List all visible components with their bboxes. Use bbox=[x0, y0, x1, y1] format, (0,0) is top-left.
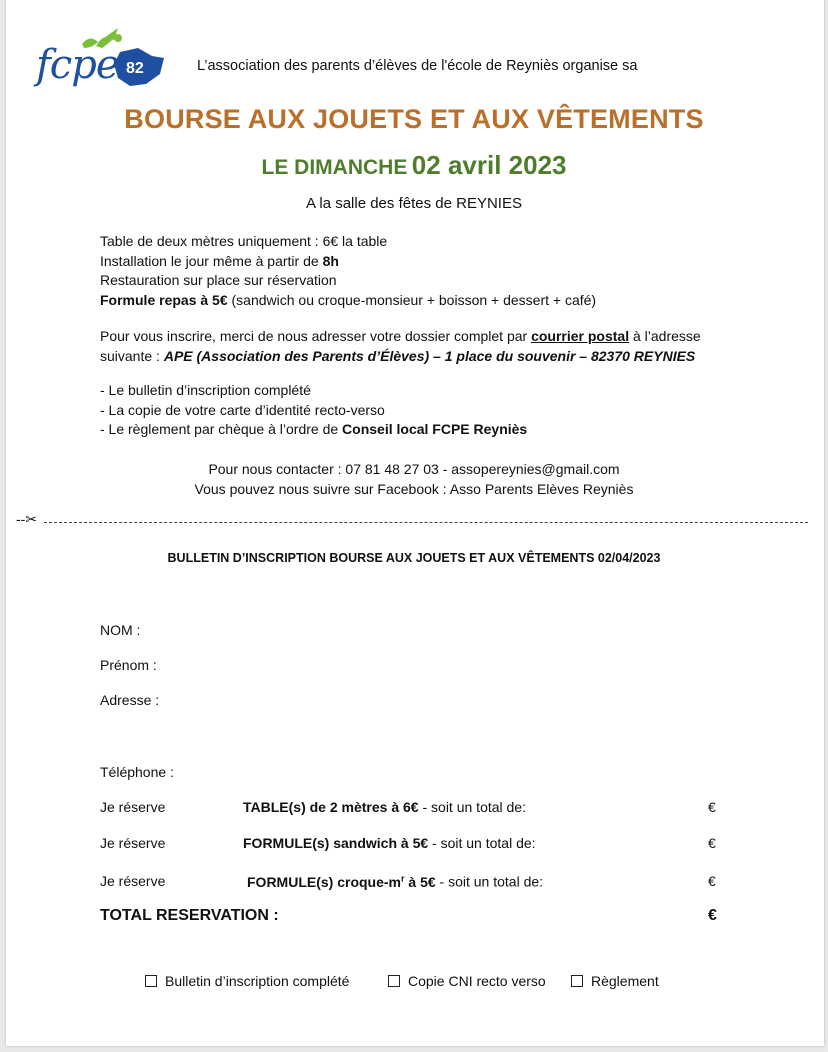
intro-text: L’association des parents d’élèves de l'école de Reyniès organise sa bbox=[197, 58, 638, 74]
document-item bbox=[100, 420, 527, 440]
reservation-sandwich-bold: FORMULE(s) sandwich à 5€ bbox=[243, 835, 429, 851]
reservation-croque-sup: r bbox=[401, 873, 405, 883]
reservation-table bbox=[243, 799, 526, 815]
contact-line-phone-email: Pour nous contacter : 07 81 48 27 03 - assopereynies@gmail.com bbox=[208, 461, 620, 477]
reservation-sandwich-rest: - soit un total de: bbox=[428, 835, 536, 851]
details-installation-time: 8h bbox=[322, 252, 339, 269]
details-installation-text: Installation le jour même à partir de bbox=[100, 252, 323, 269]
details-line-installation bbox=[100, 252, 596, 272]
reservation-croque-rest: - soit un total de: bbox=[435, 873, 544, 890]
event-title: BOURSE AUX JOUETS ET AUX VÊTEMENTS bbox=[124, 104, 704, 134]
document-item: - La copie de votre carte d’identité recto-verso bbox=[100, 401, 385, 418]
cut-line bbox=[44, 522, 808, 523]
field-telephone: Téléphone : bbox=[100, 764, 174, 780]
checkbox-cni[interactable] bbox=[388, 973, 546, 989]
total-reservation-euro: € bbox=[708, 907, 717, 924]
document-item-text: - Le règlement par chèque à l’ordre de bbox=[100, 421, 343, 437]
reservation-table-euro: € bbox=[708, 799, 716, 815]
checkbox-label: Bulletin d’inscription complété bbox=[165, 973, 350, 989]
reservation-table-bold: TABLE(s) de 2 mètres à 6€ bbox=[243, 799, 419, 815]
checkbox-reglement[interactable] bbox=[571, 973, 659, 989]
event-venue: A la salle des fêtes de REYNIES bbox=[306, 195, 522, 212]
details-line-restauration: Restauration sur place sur réservation bbox=[100, 272, 337, 288]
logo-badge: 82 bbox=[126, 60, 144, 77]
event-date bbox=[0, 150, 828, 181]
bulletin-title: BULLETIN D’INSCRIPTION BOURSE AUX JOUETS ET AUX VÊTEMENTS 02/04/2023 bbox=[167, 551, 661, 565]
registration-block bbox=[100, 327, 701, 366]
reservation-croque-euro: € bbox=[708, 873, 716, 889]
field-adresse: Adresse : bbox=[100, 692, 160, 708]
reservation-sandwich bbox=[243, 835, 536, 851]
field-prenom: Prénom : bbox=[100, 657, 157, 673]
reservation-sandwich-euro: € bbox=[708, 835, 716, 851]
registration-postal: courrier postal bbox=[531, 328, 630, 344]
details-line-table: Table de deux mètres uniquement : 6€ la table bbox=[100, 233, 388, 249]
checkbox-label: Copie CNI recto verso bbox=[408, 973, 546, 989]
registration-line-2 bbox=[100, 347, 701, 367]
details-formule-text: (sandwich ou croque-monsieur + boisson + dessert + café) bbox=[227, 291, 597, 308]
registration-text-3: suivante : bbox=[100, 347, 164, 364]
checkbox-bulletin[interactable] bbox=[145, 973, 349, 989]
details-line-formule bbox=[100, 291, 596, 311]
reservation-croque-bold-a: FORMULE(s) croque-m bbox=[247, 873, 401, 890]
fcpe-logo bbox=[34, 28, 166, 100]
total-reservation-label: TOTAL RESERVATION : bbox=[100, 907, 279, 924]
checkbox-icon[interactable] bbox=[571, 975, 583, 987]
registration-line-1 bbox=[100, 327, 701, 347]
reservation-table-rest: - soit un total de: bbox=[418, 799, 526, 815]
checkbox-label: Règlement bbox=[591, 973, 659, 989]
document-item: - Le bulletin d’inscription complété bbox=[100, 382, 311, 398]
date-value: 02 avril 2023 bbox=[411, 150, 567, 180]
registration-text-1: Pour vous inscrire, merci de nous adresser votre dossier complet par bbox=[100, 328, 532, 344]
details-formule-bold: Formule repas à 5€ bbox=[100, 291, 228, 308]
reservation-croque bbox=[247, 873, 543, 890]
registration-text-2: à l’adresse bbox=[629, 328, 701, 344]
reservation-label: Je réserve bbox=[100, 799, 166, 815]
details-block bbox=[100, 232, 596, 310]
checkbox-icon[interactable] bbox=[388, 975, 400, 987]
checkbox-icon[interactable] bbox=[145, 975, 157, 987]
reservation-label: Je réserve bbox=[100, 873, 166, 889]
documents-list bbox=[100, 381, 527, 440]
reservation-croque-bold-b: à 5€ bbox=[404, 873, 436, 890]
scissors-icon: --✂ bbox=[16, 511, 38, 527]
registration-address: APE (Association des Parents d’Élèves) – 1 place du souvenir – 82370 REYNIES bbox=[163, 347, 696, 364]
logo-text: fcpe bbox=[36, 42, 119, 88]
date-prefix: LE DIMANCHE bbox=[261, 156, 408, 179]
contact-line-facebook: Vous pouvez nous suivre sur Facebook : Asso Parents Elèves Reyniès bbox=[194, 481, 634, 497]
field-nom: NOM : bbox=[100, 622, 141, 638]
reservation-label: Je réserve bbox=[100, 835, 166, 851]
document-item-bold: Conseil local FCPE Reyniès bbox=[342, 421, 528, 437]
